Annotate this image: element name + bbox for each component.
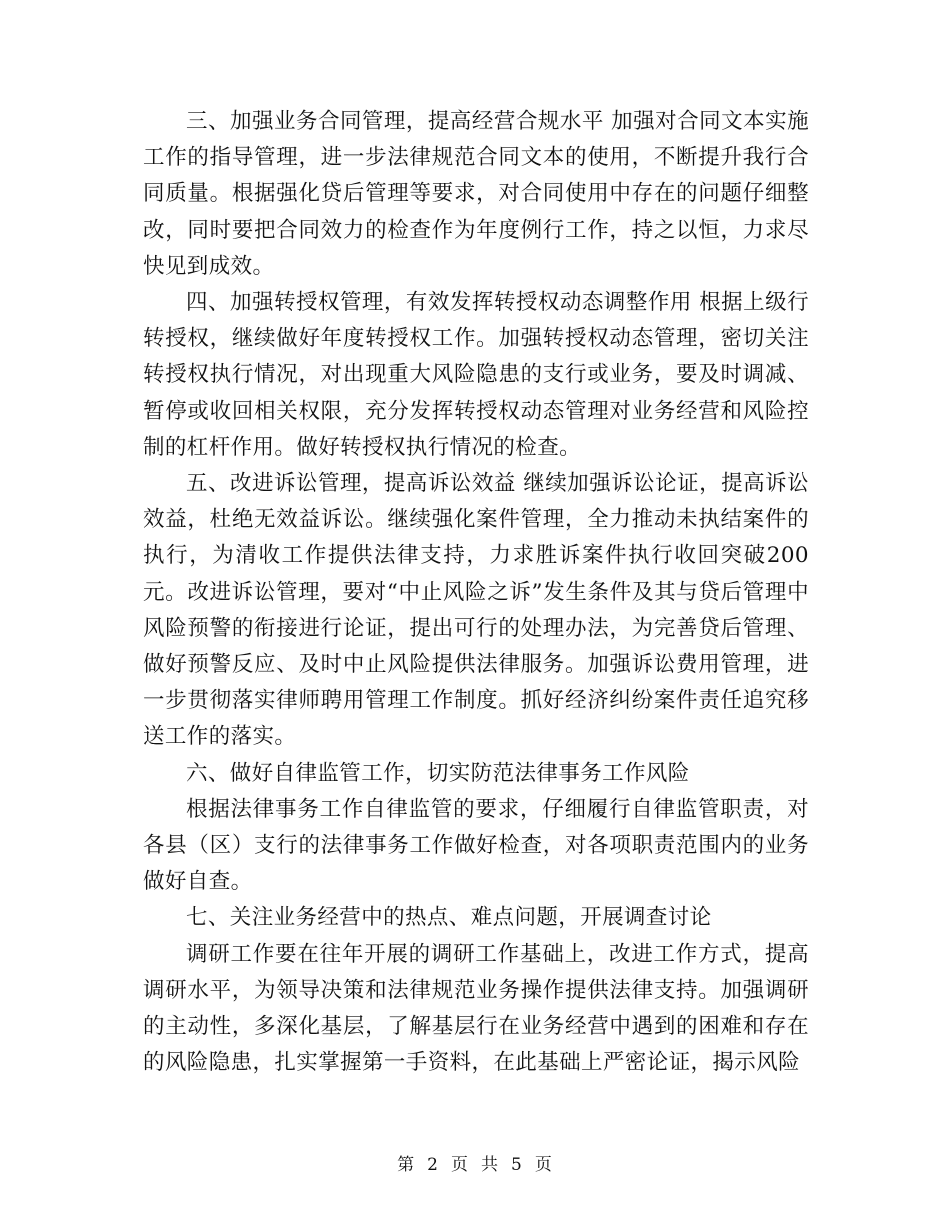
paragraph-section-6-body: 根据法律事务工作自律监管的要求，仔细履行自律监管职责，对各县（区）支行的法律事务工作做好检查，对各项职责范围内的业务做好自查。 [143, 796, 809, 895]
footer-label-gong: 共 [481, 1155, 499, 1175]
paragraph-section-7-body: 调研工作要在往年开展的调研工作基础上，改进工作方式，提高调研水平，为领导决策和法律规范业务操作提供法律支持。加强调研的主动性，多深化基层，了解基层行在业务经营中遇到的困难和存在的风险隐患，扎实掌握第一手资料，在此基础上严密论证，揭示风险 [143, 941, 809, 1076]
heading-section-7: 七、关注业务经营中的热点、难点问题，开展调查讨论 [186, 905, 712, 931]
current-page-number: 2 [427, 1155, 439, 1175]
footer-label-ye-2: 页 [534, 1155, 553, 1175]
page-number-footer [0, 1150, 950, 1175]
heading-section-6: 六、做好自律监管工作，切实防范法律事务工作风险 [186, 760, 690, 786]
document-body [143, 104, 809, 1081]
paragraph-section-4: 四、加强转授权管理，有效发挥转授权动态调整作用 根据上级行转授权，继续做好年度转授权工作。加强转授权动态管理，密切关注转授权执行情况，对出现重大风险隐患的支行或业务，要及时调减、暂停或收回相关权限，充分发挥转授权动态管理对业务经营和风险控制的杠杆作用。做好转授权执行情况的检查。 [143, 290, 809, 460]
paragraph-section-3: 三、加强业务合同管理，提高经营合规水平 加强对合同文本实施工作的指导管理，进一步法律规范合同文本的使用，不断提升我行合同质量。根据强化贷后管理等要求，对合同使用中存在的问题仔细整改，同时要把合同效力的检查作为年度例行工作，持之以恒，力求尽快见到成效。 [143, 109, 809, 279]
paragraph-section-5: 五、改进诉讼管理，提高诉讼效益 继续加强诉讼论证，提高诉讼效益，杜绝无效益诉讼。继续强化案件管理，全力推动未执结案件的执行，为清收工作提供法律支持，力求胜诉案件执行收回突破200元。改进诉讼管理，要对“中止风险之诉”发生条件及其与贷后管理中风险预警的衔接进行论证，提出可行的处理办法，为完善贷后管理、做好预警反应、及时中止风险提供法律服务。加强诉讼费用管理，进一步贯彻落实律师聘用管理工作制度。抓好经济纠纷案件责任追究移送工作的落实。 [143, 471, 809, 750]
total-page-number: 5 [511, 1155, 523, 1175]
footer-label-di: 第 [397, 1155, 416, 1175]
footer-label-ye: 页 [451, 1155, 469, 1175]
